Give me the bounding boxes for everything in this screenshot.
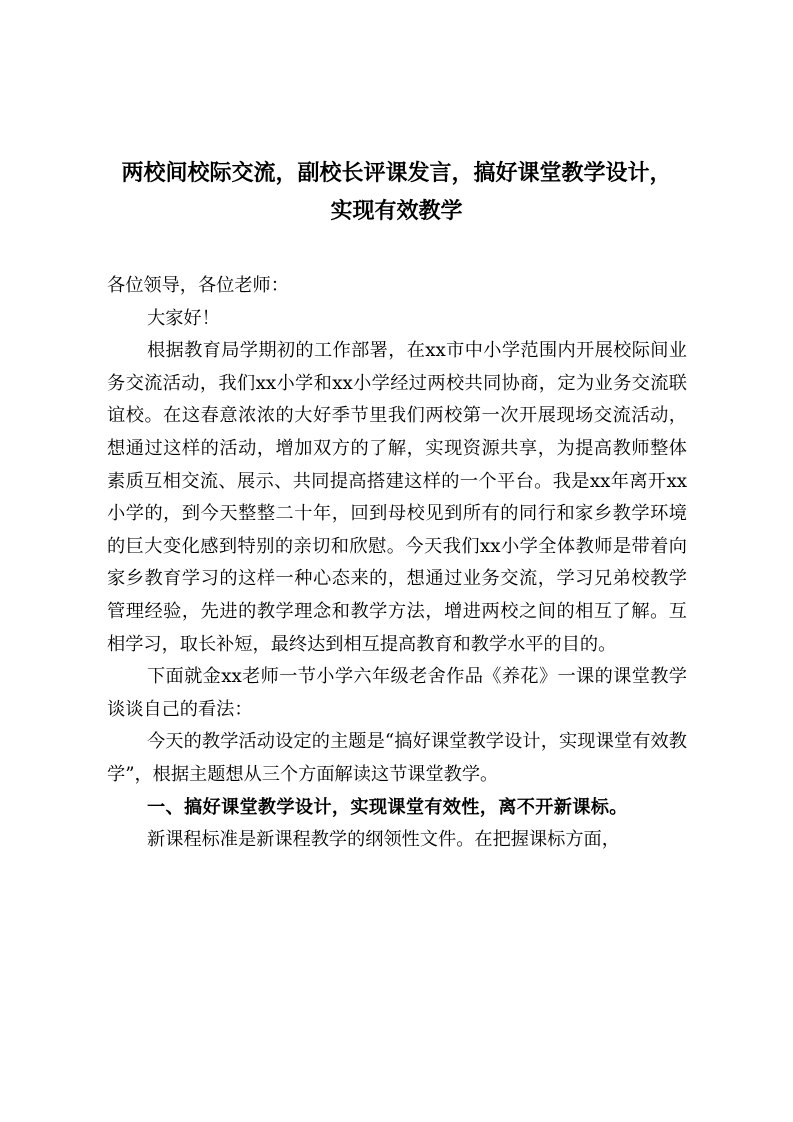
paragraph-intro: 根据教育局学期初的工作部署，在xx市中小学范围内开展校际间业务交流活动，我们xx小学和xx小学经过两校共同协商，定为业务交流联谊校。在这春意浓浓的大好季节里我们两校第一次开展现场交流活动，想通过这样的活动，增加双方的了解，实现资源共享，为提高教师整体素质互相交流、展示、共同提高搭建这样的一个平台。我是xx年离开xx小学的，到今天整整二十年，回到母校见到所有的同行和家乡教学环境的巨大变化感到特别的亲切和欣慰。今天我们xx小学全体教师是带着向家乡教育学习的这样一种心态来的，想通过业务交流，学习兄弟校教学管理经验，先进的教学理念和教学方法，增进两校之间的相互了解。互相学习，取长补短，最终达到相互提高教育和教学水平的目的。 <box>107 340 687 655</box>
paragraph-curriculum: 新课程标准是新课程教学的纲领性文件。在把握课标方面， <box>147 829 620 851</box>
paragraph-theme: 今天的教学活动设定的主题是“搞好课堂教学设计，实现课堂有效教学”，根据主题想从三个方面解读这节课堂教学。 <box>107 731 687 785</box>
greeting: 大家好！ <box>147 307 220 329</box>
document-title-line-1: 两校间校际交流，副校长评课发言，搞好课堂教学设计， <box>121 161 672 186</box>
document-title-line-2: 实现有效教学 <box>330 199 463 224</box>
section-heading-1: 一、搞好课堂教学设计，实现课堂有效性，离不开新课标。 <box>147 796 628 818</box>
salutation: 各位领导，各位老师： <box>107 275 289 296</box>
paragraph-lesson: 下面就金xx老师一节小学六年级老舍作品《养花》一课的课堂教学谈谈自己的看法： <box>107 666 687 720</box>
document-body <box>107 270 687 857</box>
